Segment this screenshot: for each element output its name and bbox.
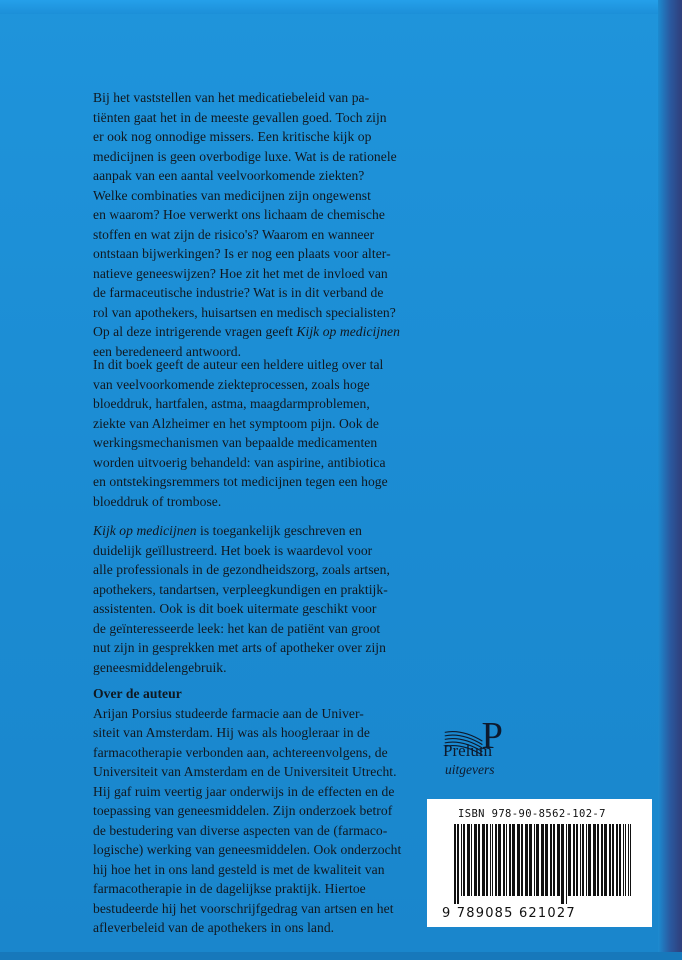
about-author-heading: Over de auteur bbox=[93, 686, 182, 701]
barcode-bar bbox=[550, 824, 552, 896]
cover-top-edge bbox=[0, 0, 682, 14]
barcode-bar bbox=[498, 824, 501, 896]
barcode-bar bbox=[541, 824, 544, 896]
text-line: tiënten gaat het in de meeste gevallen goed. Toch zijn bbox=[93, 109, 387, 125]
text-line: nut zijn in gesprekken met arts of apotheker over zijn bbox=[93, 640, 386, 655]
text-line: de geïnteresseerde leek: het kan de patiënt van groot bbox=[93, 620, 381, 636]
text-line: Welke combinaties van medicijnen zijn ongewenst bbox=[93, 187, 371, 203]
text-fragment: is toegankelijk geschreven en bbox=[196, 523, 362, 538]
text-line: duidelijk geïllustreerd. Het boek is waardevol voor bbox=[93, 542, 373, 558]
barcode-bar bbox=[512, 824, 515, 896]
barcode-bar bbox=[623, 824, 624, 896]
publisher-name: Prelum bbox=[443, 741, 493, 760]
text-line: van veelvoorkomende ziekteprocessen, zoals hoge bbox=[93, 376, 370, 392]
barcode-bar bbox=[529, 824, 532, 896]
text-line: ontstaan bijwerkingen? Is er nog een plaats voor alter- bbox=[93, 246, 391, 261]
barcode-bar bbox=[467, 824, 470, 896]
text-line: bloeddruk, hartfalen, astma, maagdarmproblemen, bbox=[93, 396, 370, 411]
barcode-bars bbox=[448, 824, 638, 906]
text-line: natieve geneeswijzen? Hoe zit het met de invloed van bbox=[93, 265, 388, 281]
text-line: Arijan Porsius studeerde farmacie aan de Univer- bbox=[93, 705, 364, 721]
text-line bbox=[93, 322, 433, 342]
barcode-bar bbox=[486, 824, 488, 896]
barcode-bar bbox=[573, 824, 575, 896]
text-line: assistenten. Ook is dit boek uitermate geschikt voor bbox=[93, 601, 377, 616]
barcode-bar bbox=[461, 824, 462, 896]
barcode-bar bbox=[536, 824, 539, 896]
barcode-bar bbox=[616, 824, 618, 896]
text-line: de bestudering van diverse aspecten van de (farmaco- bbox=[93, 822, 388, 838]
about-author-section bbox=[93, 684, 433, 938]
barcode-bar bbox=[457, 824, 459, 904]
text-line: stoffen en wat zijn de risico's? Waarom en wanneer bbox=[93, 226, 375, 242]
text-line: Bij het vaststellen van het medicatiebeleid van pa- bbox=[93, 90, 370, 105]
text-line: er ook nog onnodige missers. Een kritische kijk op bbox=[93, 129, 372, 144]
text-line: toepassing van geneesmiddelen. Zijn onderzoek betrof bbox=[93, 803, 393, 818]
barcode-bar bbox=[525, 824, 528, 896]
barcode-bar bbox=[454, 824, 456, 904]
text-line: medicijnen is geen overbodige luxe. Wat is de rationele bbox=[93, 148, 397, 164]
text-line: afleverbeleid van de apothekers in ons land. bbox=[93, 920, 335, 935]
barcode-bar bbox=[471, 824, 472, 896]
text-line: bloeddruk of trombose. bbox=[93, 493, 222, 509]
barcode-bar bbox=[628, 824, 629, 896]
text-line: en waarom? Hoe verwerkt ons lichaam de chemische bbox=[93, 207, 385, 222]
text-line: Hij gaf ruim veertig jaar onderwijs in de effecten en de bbox=[93, 783, 395, 799]
barcode-bar bbox=[566, 824, 567, 904]
text-line: en ontstekingsremmers tot medicijnen tegen een hoge bbox=[93, 474, 388, 489]
text-line bbox=[93, 521, 433, 541]
barcode-bar bbox=[492, 824, 493, 896]
barcode-bar bbox=[588, 824, 591, 896]
text-line: de farmaceutische industrie? Wat is in dit verband de bbox=[93, 285, 384, 300]
barcode-bar bbox=[506, 824, 507, 896]
text-line: siteit van Amsterdam. Hij was als hoogleraar in de bbox=[93, 725, 370, 740]
barcode-bar bbox=[482, 824, 485, 896]
text-line: aanpak van een aantal veelvoorkomende ziekten? bbox=[93, 168, 365, 183]
isbn-label: ISBN 978-90-8562-102-7 bbox=[458, 808, 606, 820]
barcode-bar bbox=[490, 824, 491, 896]
text-line: een beredeneerd antwoord. bbox=[93, 343, 242, 359]
text-line: worden uitvoerig behandeld: van aspirine, antibiotica bbox=[93, 454, 386, 470]
barcode-bar bbox=[463, 824, 465, 896]
barcode-bar bbox=[582, 824, 584, 896]
logo-letter: P bbox=[481, 715, 503, 758]
barcode-digits: 9 789085 621027 bbox=[442, 906, 576, 921]
barcode-bar bbox=[503, 824, 505, 896]
barcode-bar bbox=[495, 824, 497, 896]
barcode-bar bbox=[521, 824, 523, 896]
book-title-italic: Kijk op medicijnen bbox=[93, 523, 197, 538]
barcode-bar bbox=[545, 824, 548, 896]
barcode-bar bbox=[509, 824, 511, 896]
text-line: Universiteit van Amsterdam en de Universiteit Utrecht. bbox=[93, 764, 397, 779]
text-line: rol van apothekers, huisartsen en medisch specialisten? bbox=[93, 304, 396, 320]
text-line: bestudeerde hij het voorschrijfgedrag van artsen en het bbox=[93, 900, 394, 916]
cover-bottom-edge bbox=[0, 952, 682, 960]
barcode-bar bbox=[553, 824, 555, 896]
barcode-bar bbox=[586, 824, 587, 896]
barcode-bar bbox=[609, 824, 611, 896]
blurb-paragraph-2 bbox=[93, 355, 433, 511]
book-title-italic: Kijk op medicijnen bbox=[296, 324, 400, 339]
barcode-bar bbox=[474, 824, 477, 896]
barcode-bar bbox=[604, 824, 607, 896]
text-line: ziekte van Alzheimer en het symptoom pijn. Ook de bbox=[93, 415, 379, 431]
cover-spine-edge bbox=[658, 0, 682, 960]
barcode-bar bbox=[576, 824, 578, 896]
barcode-bar bbox=[517, 824, 520, 896]
text-line: farmacotherapie verbonden aan, achtereenvolgens, de bbox=[93, 744, 388, 760]
text-line: geneesmiddelengebruik. bbox=[93, 659, 227, 675]
barcode-bar bbox=[619, 824, 621, 896]
text-line: werkingsmechanismen van bepaalde medicamenten bbox=[93, 435, 378, 450]
barcode-bar bbox=[612, 824, 614, 896]
barcode-bar bbox=[593, 824, 596, 896]
barcode-bar bbox=[601, 824, 603, 896]
text-line: alle professionals in de gezondheidszorg, zoals artsen, bbox=[93, 562, 390, 577]
blurb-paragraph-3 bbox=[93, 521, 433, 677]
barcode-bar bbox=[561, 824, 564, 904]
barcode-bar bbox=[630, 824, 631, 896]
text-line: hij hoe het in ons land gesteld is met de kwaliteit van bbox=[93, 861, 385, 877]
barcode-bar bbox=[580, 824, 581, 896]
blurb-paragraph-1 bbox=[93, 88, 433, 361]
barcode-bar bbox=[625, 824, 626, 896]
text-line: In dit boek geeft de auteur een heldere uitleg over tal bbox=[93, 357, 384, 372]
text-line: apothekers, tandartsen, verpleegkundigen en praktijk- bbox=[93, 581, 388, 597]
text-line: logische) werking van geneesmiddelen. Ook onderzocht bbox=[93, 842, 402, 857]
barcode-bar bbox=[534, 824, 535, 896]
barcode-bar bbox=[557, 824, 560, 896]
barcode-bar bbox=[478, 824, 480, 896]
barcode-bar bbox=[597, 824, 599, 896]
text-line: farmacotherapie in de dagelijkse praktijk. Hiertoe bbox=[93, 881, 366, 896]
barcode-bar bbox=[568, 824, 571, 896]
text-fragment: Op al deze intrigerende vragen geeft bbox=[93, 324, 297, 339]
publisher-subtitle: uitgevers bbox=[445, 762, 495, 777]
